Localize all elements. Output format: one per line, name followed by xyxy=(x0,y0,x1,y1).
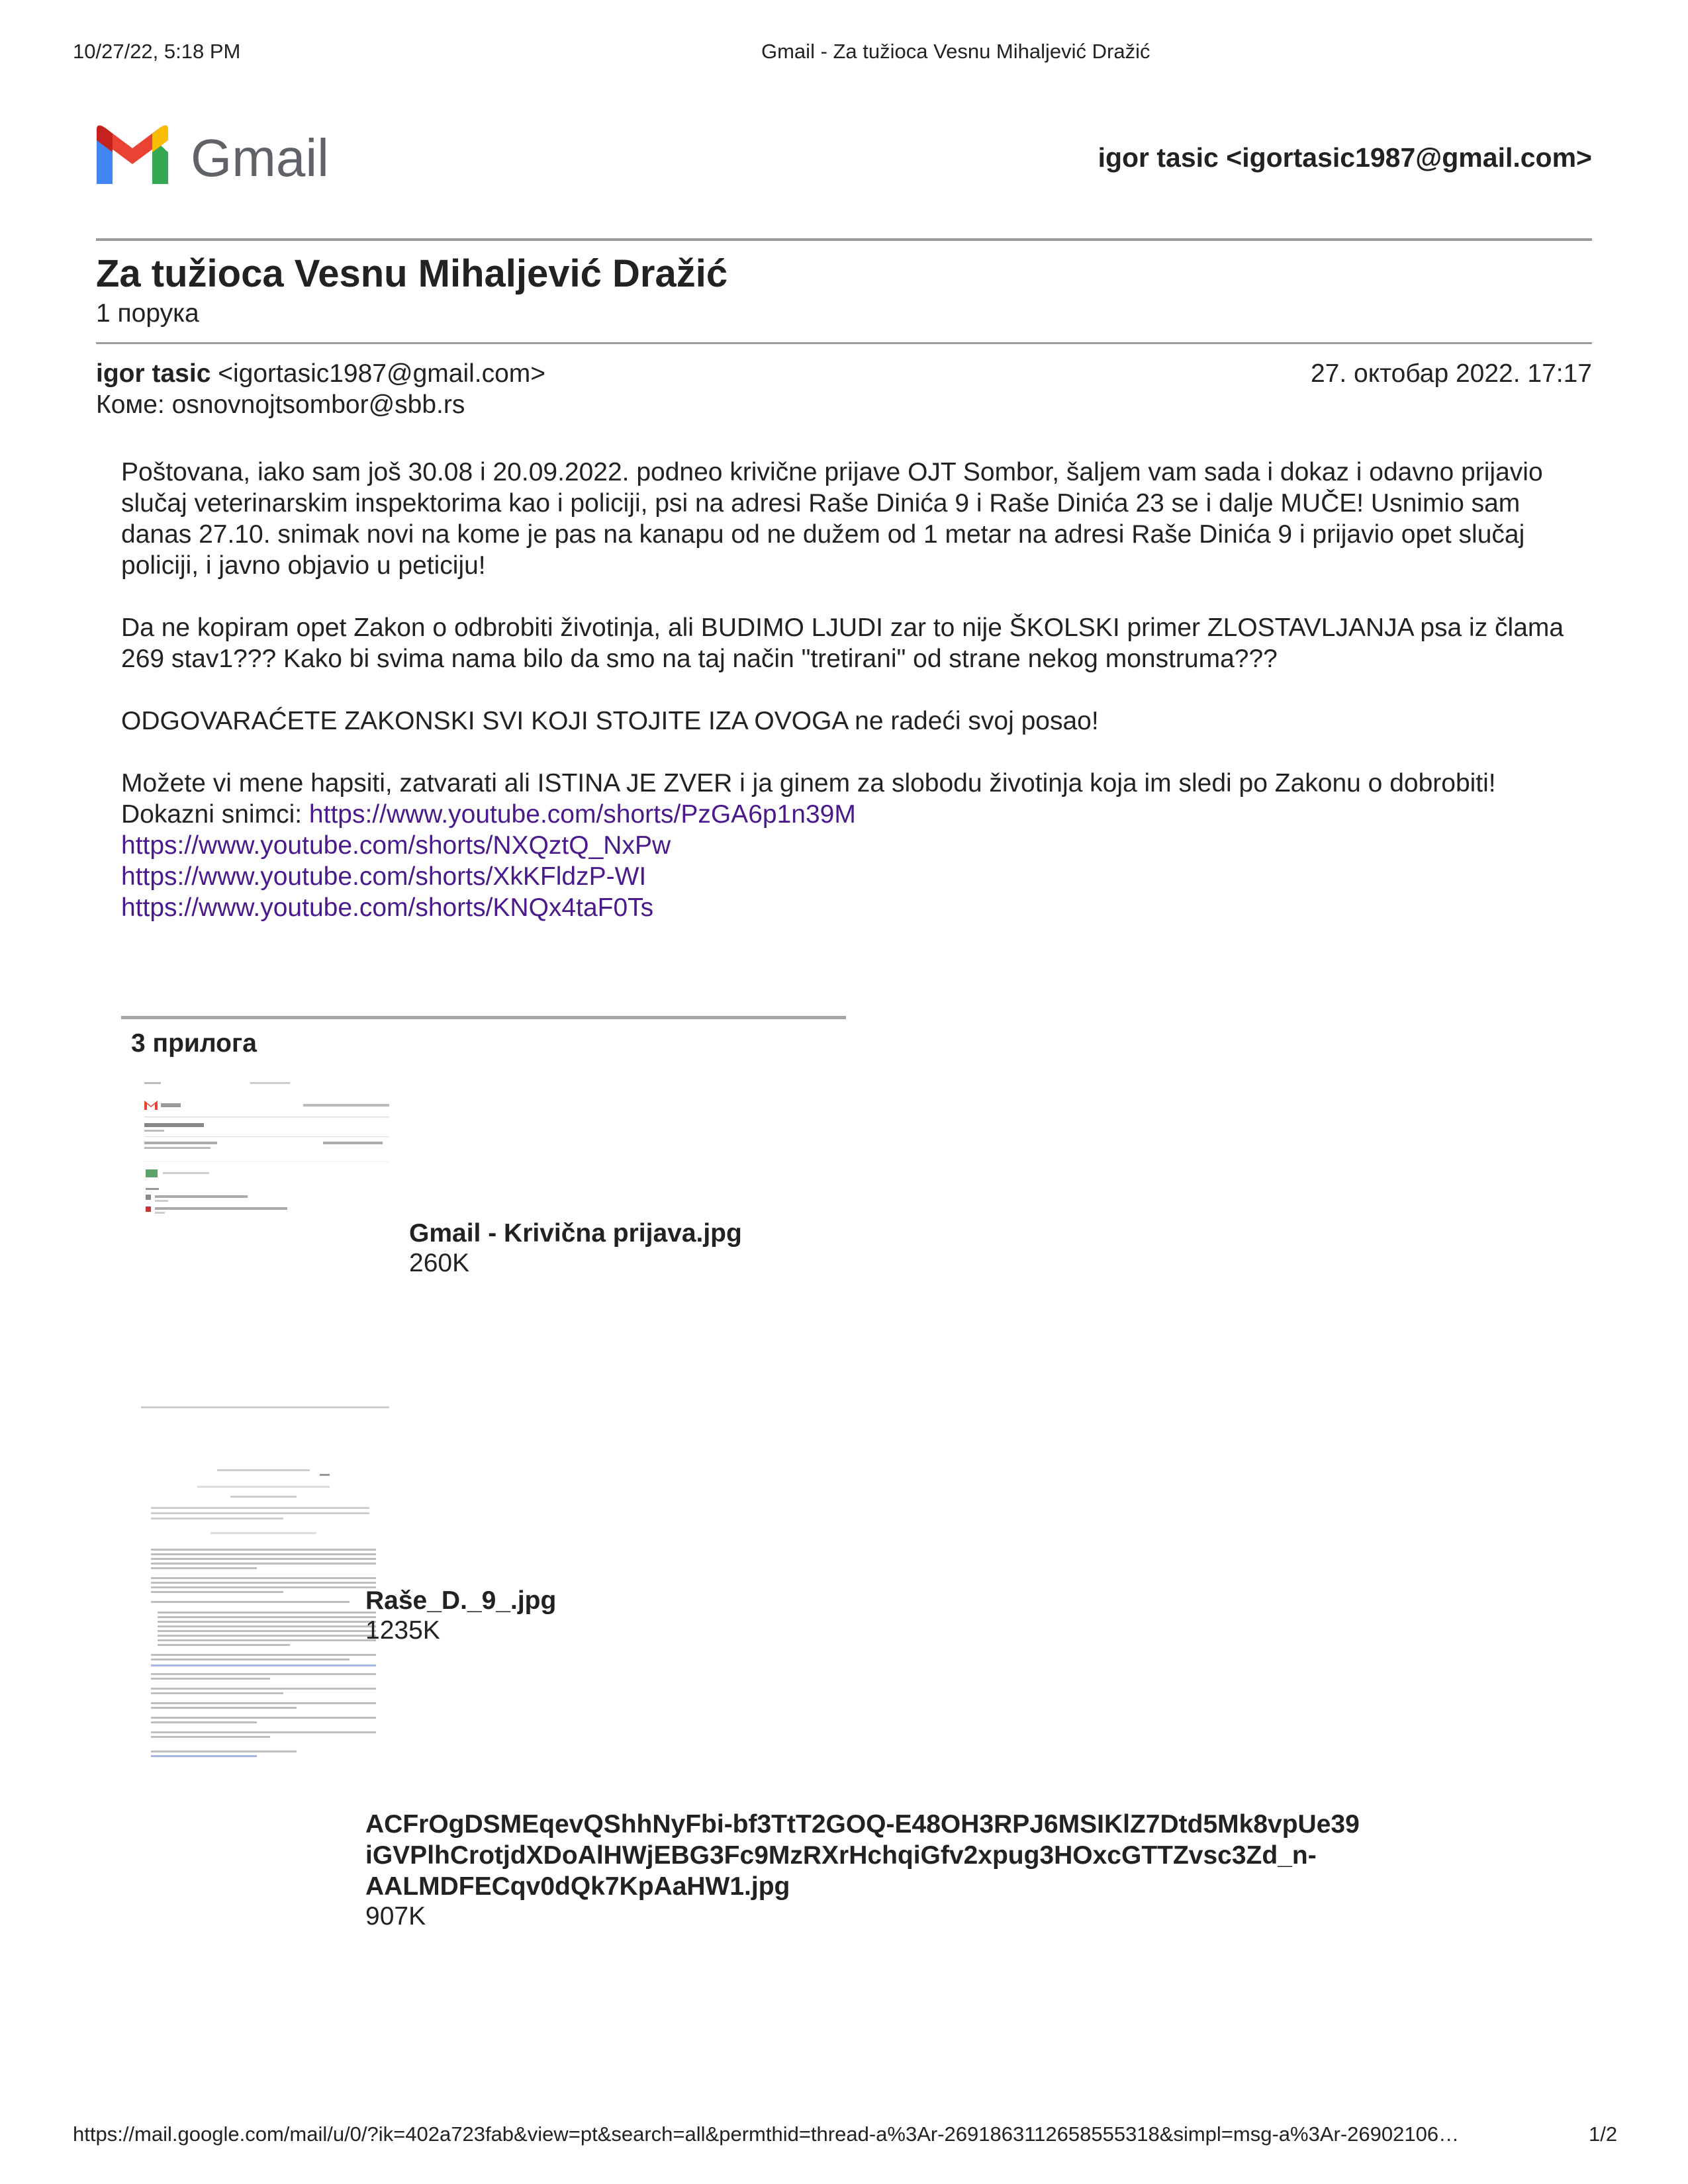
sender-email[interactable]: <igortasic1987@gmail.com> xyxy=(218,359,546,388)
footer-url: https://mail.google.com/mail/u/0/?ik=402a723fab&view=pt&search=all&permthid=thread-a%3Ar-2691863112658555318&simpl=msg-a%3Ar-26902106… xyxy=(73,2122,1460,2146)
body-paragraph: Možete vi mene hapsiti, zatvarati ali ISTINA JE ZVER i ja ginem za slobodu životinja koja im sledi po Zakonu o dobrobiti! xyxy=(121,769,1496,797)
message-date: 27. октобар 2022. 17:17 xyxy=(1310,359,1592,388)
youtube-link[interactable]: https://www.youtube.com/shorts/XkKFldzP-WI xyxy=(121,862,647,891)
page-number: 1/2 xyxy=(1589,2122,1618,2146)
body-paragraph: Poštovana, iako sam još 30.08 i 20.09.2022. podneo krivične prijave OJT Sombor, šaljem vam sada i dokaz i odavno prijavio slučaj veterinarskim inspektorima kao i policiji, psi na adresi Raše Dinića 9 i Raše Dinića 23 se i dalje MUČE! Usnimio sam danas 27.10. snimak novi na kome je pas na kanapu od ne dužem od 1 metar na adresi Raše Dinića 9 i prijavio opet slučaj policiji, i javno objavio u peticiju! xyxy=(121,458,1543,580)
youtube-link[interactable]: https://www.youtube.com/shorts/NXQztQ_NxPw xyxy=(121,831,671,860)
attachment-info xyxy=(409,1218,742,1278)
attachment-name[interactable]: ACFrOgDSMEqevQShhNyFbi-bf3TtT2GOQ-E48OH3RPJ6MSIKlZ7Dtd5Mk8vpUe39 iGVPlhCrotjdXDoAlHWjEBG3Fc9MzRXrHchqiGfv2xpug3HOxcGTTZvsc3Zd_n- AALMDFECqv0dQk7KpAaHW1.jpg xyxy=(365,1810,1360,1901)
message-body xyxy=(121,457,1577,923)
attachment-thumbnail[interactable] xyxy=(131,1406,396,1777)
gmail-m-icon xyxy=(93,124,351,187)
youtube-link[interactable]: https://www.youtube.com/shorts/KNQx4taF0Ts xyxy=(121,893,654,922)
attachment-preview-icon xyxy=(131,1075,402,1221)
sender-name: igor tasic xyxy=(96,359,211,388)
attachment-name[interactable]: Raše_D._9_.jpg xyxy=(365,1586,557,1615)
attachment-thumbnail[interactable] xyxy=(131,1075,402,1221)
attachments-divider xyxy=(121,1016,846,1019)
attachment-size: 907K xyxy=(365,1902,426,1931)
recipient-line: Коме: osnovnojtsombor@sbb.rs xyxy=(96,390,465,419)
subject-divider xyxy=(96,342,1592,344)
evidence-line xyxy=(121,799,1577,830)
gmail-logo[interactable] xyxy=(93,124,351,187)
message-count: 1 порука xyxy=(96,299,199,328)
youtube-link[interactable]: https://www.youtube.com/shorts/PzGA6p1n39M xyxy=(308,800,856,829)
attachments-count: 3 прилога xyxy=(131,1029,257,1058)
body-paragraph: ODGOVARAĆETE ZAKONSKI SVI KOJI STOJITE IZA OVOGA ne radeći svoj posao! xyxy=(121,707,1099,735)
header-divider xyxy=(96,238,1592,241)
attachment-info xyxy=(365,1585,556,1645)
sender-line xyxy=(96,359,545,388)
attachment-size: 260K xyxy=(409,1249,470,1277)
gmail-logo-text: Gmail xyxy=(191,128,329,187)
attachment-preview-icon xyxy=(131,1406,396,1777)
print-page-title: Gmail - Za tužioca Vesnu Mihaljević Dražić xyxy=(761,40,1150,63)
print-datetime: 10/27/22, 5:18 PM xyxy=(73,40,241,63)
attachment-name[interactable]: Gmail - Krivična prijava.jpg xyxy=(409,1219,742,1248)
attachment-size: 1235K xyxy=(365,1616,440,1645)
attachment-info xyxy=(365,1809,1360,1931)
account-label: igor tasic <igortasic1987@gmail.com> xyxy=(1098,142,1592,173)
evidence-label: Dokazni snimci: xyxy=(121,800,309,829)
thread-subject: Za tužioca Vesnu Mihaljević Dražić xyxy=(96,252,728,295)
body-paragraph: Da ne kopiram opet Zakon o odbrobiti životinja, ali BUDIMO LJUDI zar to nije ŠKOLSKI primer ZLOSTAVLJANJA psa iz člama 269 stav1??? Kako bi svima nama bilo da smo na taj način "tretirani" od strane nekog monstruma??? xyxy=(121,614,1564,673)
